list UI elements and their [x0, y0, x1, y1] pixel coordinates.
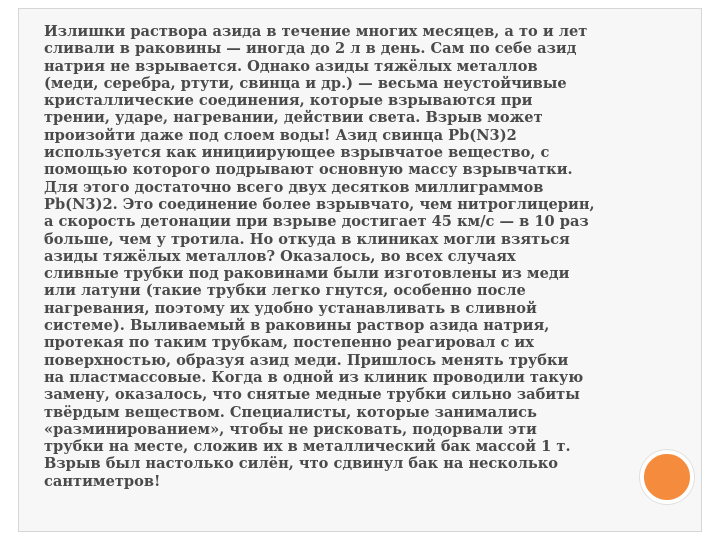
slide-body-text: Излишки раствора азида в течение многих месяцев, а то и лет сливали в раковины — иногда до 2 л в день. Сам по себе азид натрия не взрывается. Однако азиды тяжёлых металлов (меди, серебра, ртути, свинца и др.) — весьма неустойчивые кристаллические соединения, которые взрываются при трении, ударе, нагревании, действии света. Взрыв может произойти даже под слоем воды! Азид свинца Pb(N3)2 используется как инициирующее взрывчатое вещество, с помощью которого подрывают основную массу взрывчатки. Для этого достаточно всего двух десятков миллиграммов Pb(N3)2. Это соединение более взрывчато, чем нитроглицерин, а скорость детонации при взрыве достигает 45 км/с — в 10 раз больше, чем у тротила. Но откуда в клиниках могли взяться азиды тяжёлых металлов? Оказалось, во всех случаях сливные трубки под раковинами были изготовлены из меди или латуни (такие трубки легко гнутся, особенно после нагревания, поэтому их удобно устанавливать в сливной системе). Выливаемый в раковины раствор азида натрия, протекая по таким трубкам, постепенно реагировал с их поверхностью, образуя азид меди. Пришлось менять трубки на пластмассовые. Когда в одной из клиник проводили такую замену, оказалось, что снятые медные трубки сильно забиты твёрдым веществом. Специалисты, которые занимались «разминированием», чтобы не рисковать, подорвали эти трубки на месте, сложив их в металлический бак массой 1 т. Взрыв был настолько силён, что сдвинул бак на несколько сантиметров! [44, 23, 595, 490]
orange-circle-decoration [640, 450, 694, 504]
